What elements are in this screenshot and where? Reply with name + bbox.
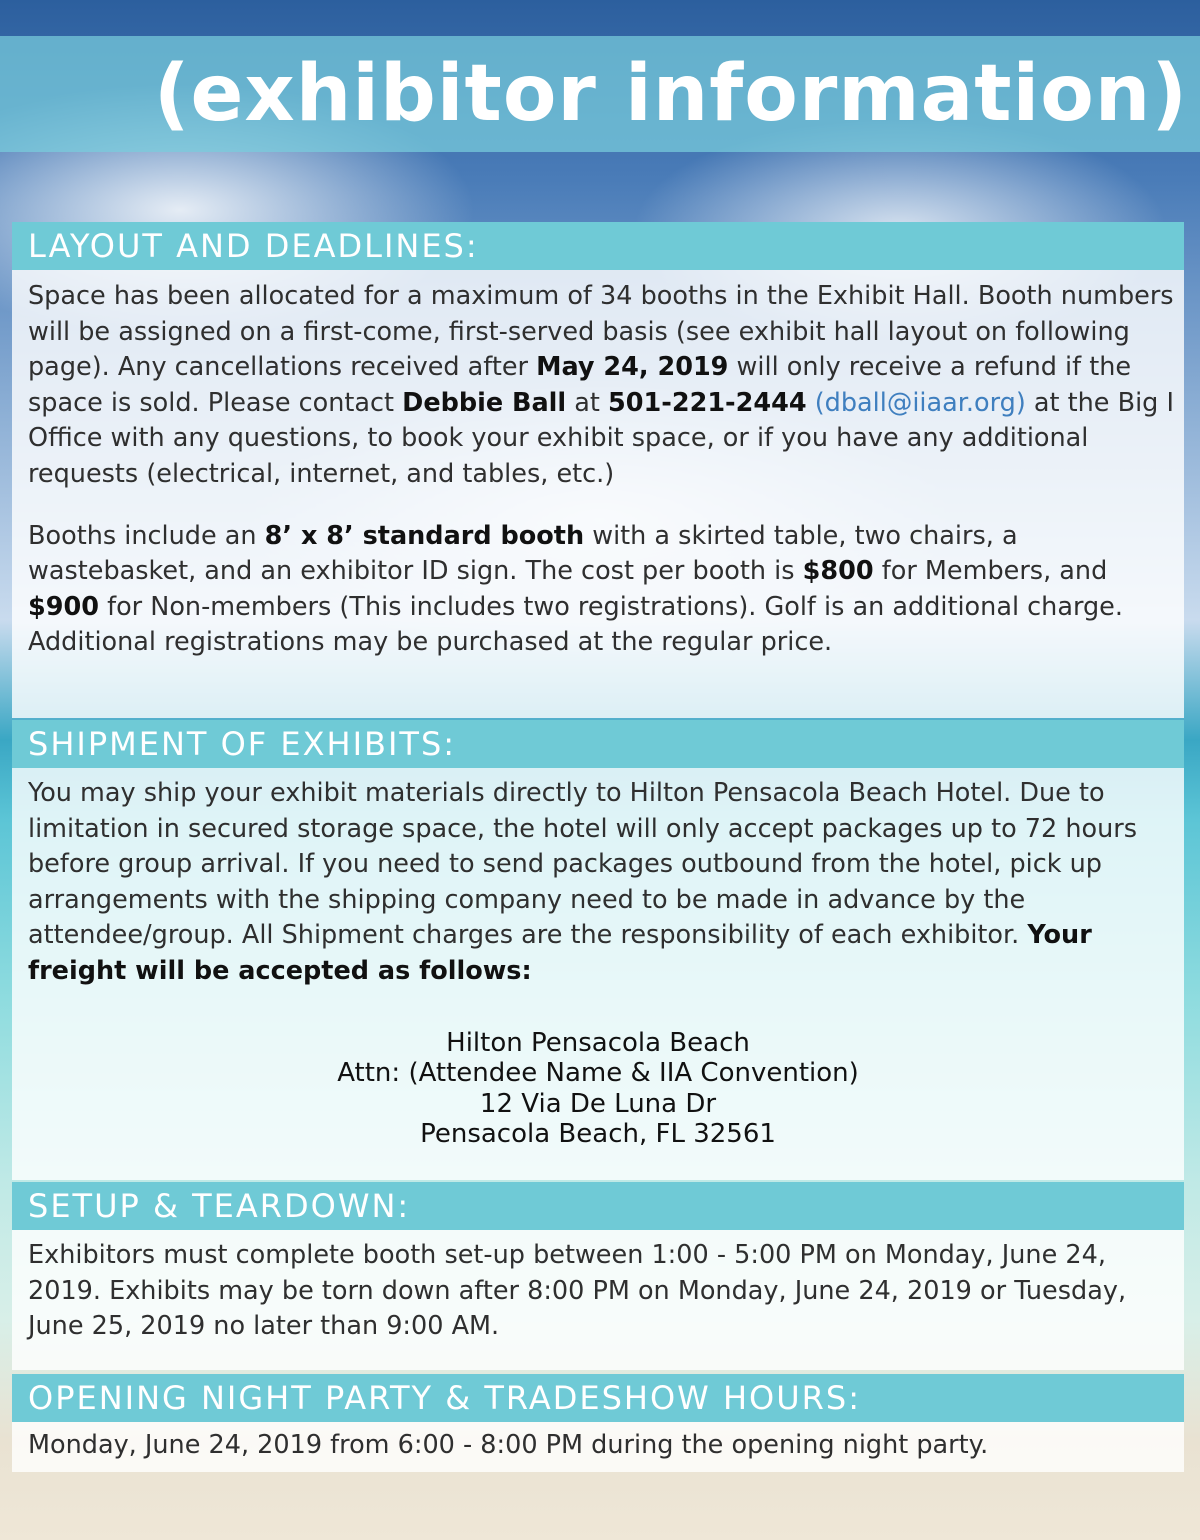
page-title: (exhibitor information) bbox=[153, 49, 1188, 139]
setup-teardown-heading: SETUP & TEARDOWN: bbox=[12, 1182, 1184, 1230]
nonmember-price: $900 bbox=[28, 591, 99, 622]
freight-note: Your freight will be accepted as follows: bbox=[28, 920, 1092, 986]
member-price: $800 bbox=[802, 556, 874, 587]
shipment-paragraph bbox=[12, 768, 1184, 990]
layout-deadlines-paragraph-2 bbox=[12, 519, 1184, 661]
text-run: You may ship your exhibit materials directly to Hilton Pensacola Beach Hotel. Due to limitation in secured storage space, the hotel will only accept packages up to 72 hours before group arrival. If you need to send packages outbound from the hotel, pick up arrangements with the shipping company need to be made in advance by the attendee/group. All Shipment charges are the responsibility of each exhibitor. bbox=[28, 778, 1138, 951]
text-run: for Members, and bbox=[873, 556, 1108, 587]
text-run: for Non-members (This includes two registrations). Golf is an additional charge. Additional registrations may be purchased at the regular price. bbox=[28, 591, 1123, 658]
shipment-section bbox=[12, 720, 1184, 1180]
text-run: Space has been allocated for a maximum of 34 booths in the Exhibit Hall. Booth numbers will be assigned on a first-come, first-served basis (see exhibit hall layout on following page). Any cancellations received after bbox=[28, 281, 1174, 383]
opening-night-text: Monday, June 24, 2019 from 6:00 - 8:00 PM during the opening night party. bbox=[28, 1430, 989, 1460]
opening-night-section bbox=[12, 1374, 1184, 1472]
cancellation-date: May 24, 2019 bbox=[536, 352, 729, 383]
layout-deadlines-section bbox=[12, 222, 1184, 718]
text-run: Booths include an bbox=[28, 520, 265, 551]
setup-teardown-text: Exhibitors must complete booth set-up between 1:00 - 5:00 PM on Monday, June 24, 2019. Exhibits may be torn down after 8:00 PM on Monday, June 24, 2019 or Tuesday, June 25, 2019 no later than 9:00 AM. bbox=[28, 1240, 1127, 1342]
contact-phone: 501-221-2444 bbox=[608, 387, 807, 418]
text-run: at the Big I Office with any questions, to book your exhibit space, or if you have any additional requests (electrical, internet, and tables, etc.) bbox=[28, 387, 1174, 489]
booth-size: 8’ x 8’ standard booth bbox=[264, 520, 585, 551]
text-run: with a skirted table, two chairs, a wastebasket, and an exhibitor ID sign. The cost per booth is bbox=[28, 520, 1018, 587]
layout-deadlines-heading: LAYOUT AND DEADLINES: bbox=[12, 222, 1184, 270]
address-line-4: Pensacola Beach, FL 32561 bbox=[420, 1119, 776, 1150]
text-run: will only receive a refund if the space is sold. Please contact bbox=[28, 352, 1132, 418]
contact-email-link[interactable]: (dball@iiaar.org) bbox=[806, 387, 1026, 418]
shipping-address bbox=[12, 1028, 1184, 1150]
text-run: at bbox=[566, 387, 609, 418]
address-line-2: Attn: (Attendee Name & IIA Convention) bbox=[337, 1058, 859, 1089]
address-line-3: 12 Via De Luna Dr bbox=[479, 1088, 717, 1119]
shipment-heading: SHIPMENT OF EXHIBITS: bbox=[12, 720, 1184, 768]
paragraph-gap bbox=[12, 493, 1184, 519]
opening-night-heading: OPENING NIGHT PARTY & TRADESHOW HOURS: bbox=[12, 1374, 1184, 1422]
layout-deadlines-paragraph-1 bbox=[12, 270, 1184, 493]
address-line-1: Hilton Pensacola Beach bbox=[446, 1027, 750, 1058]
setup-teardown-section bbox=[12, 1182, 1184, 1370]
contact-name: Debbie Ball bbox=[402, 387, 567, 418]
